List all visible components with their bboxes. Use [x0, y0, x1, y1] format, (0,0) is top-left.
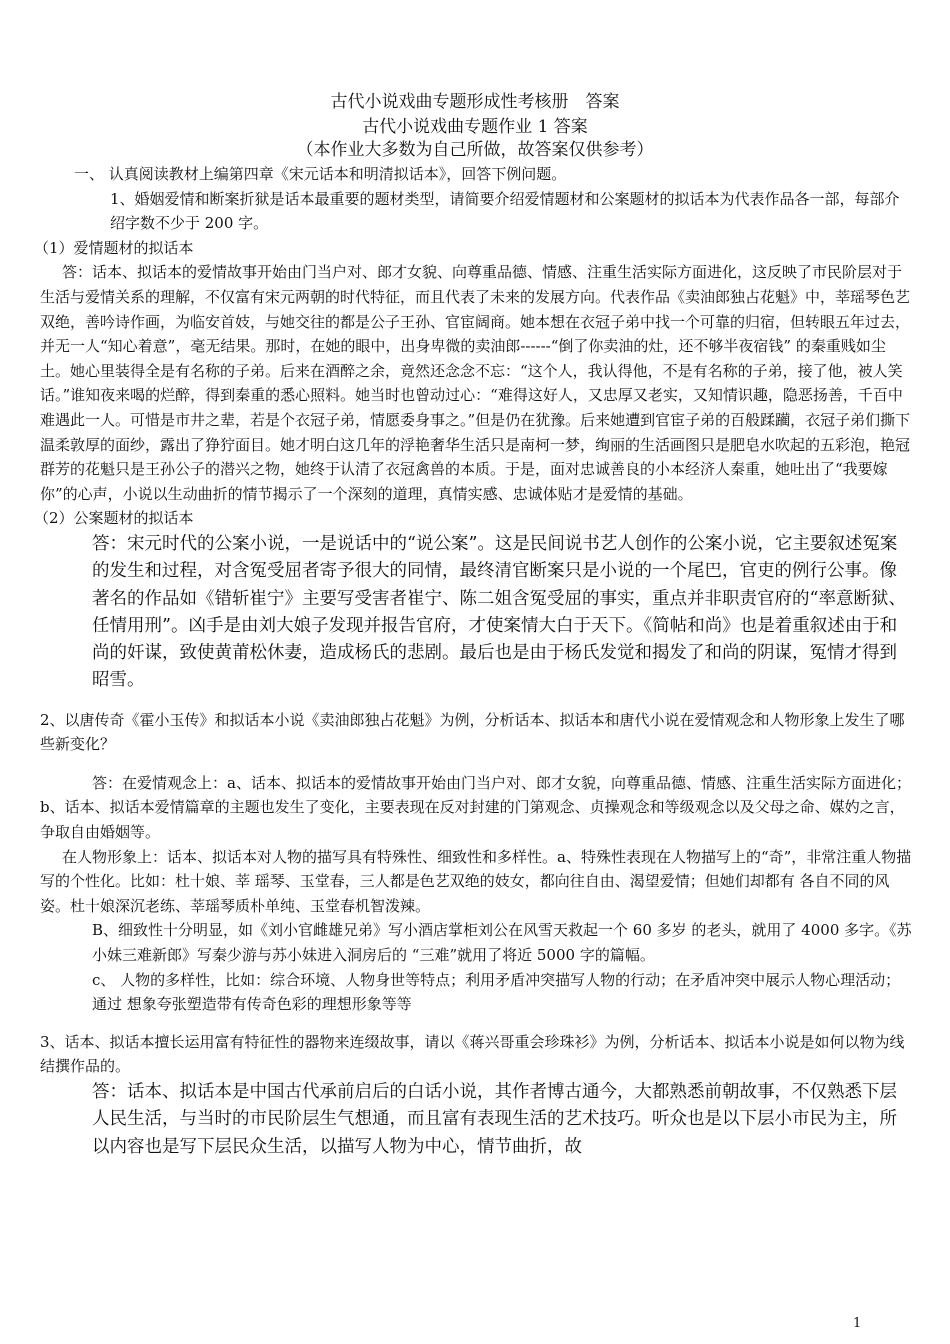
- q2-answer-a: 答：在爱情观念上：a、话本、拟话本的爱情故事开始由门当户对、郎才女貌，向尊重品德、情感、注重生活实际方面进化；: [92, 773, 911, 792]
- case-heading: （2）公案题材的拟话本: [34, 509, 194, 528]
- q2-answer-b: b、话本、拟话本爱情篇章的主题也发生了变化，主要表现在反对封建的门第观念、贞操观念和等级观念以及父母之命、媒妁之言，争取自由婚姻等。: [40, 798, 905, 842]
- section-intro: 一、 认真阅读教材上编第四章《宋元话本和明清拟话本》，回答下例问题。: [74, 165, 567, 183]
- love-heading: （1）爱情题材的拟话本: [34, 238, 194, 257]
- q2-answer-d: B、细致性十分明显，如《刘小官雌雄兄弟》写小酒店掌柜刘公在风雪天救起一个 60 多岁 的老头，就用了 4000 多字。《苏小妹三难新郎》写秦少游与苏小妹进入洞房后的 “三难”就用了将近 5000 字的篇幅。: [92, 921, 912, 965]
- page-number: 1: [853, 1316, 862, 1331]
- document-note: （本作业大多数为自己所做，故答案仅供参考）: [296, 140, 654, 160]
- document-body: [34, 162, 912, 1161]
- question-3: 3、话本、拟话本擅长运用富有特征性的器物来连缀故事，请以《蒋兴哥重会珍珠衫》为例，分析话本、拟话本小说是如何以物为线结撰作品的。: [40, 1032, 905, 1076]
- q2-answer-e: c、 人物的多样性，比如：综合环境、人物身世等特点；利用矛盾冲突描写人物的行动；在矛盾冲突中展示人物心理活动；通过 想象夸张塑造带有传奇色彩的理想形象等等: [92, 970, 901, 1014]
- q2-answer-c: 在人物形象上：话本、拟话本对人物的描写具有特殊性、细致性和多样性。a、特殊性表现在人物描写上的“奇”，非常注重人物描写的个性化。比如：杜十娘、莘 瑶琴、玉堂春，三人都是色艺双绝的妓女，都向往自由、渴望爱情；但她们却都有 各自不同的风姿。杜十娘深沉老练、莘瑶琴质朴单纯、玉堂春机智泼辣。: [40, 847, 912, 915]
- document-subtitle: 古代小说戏曲专题作业 1 答案: [362, 117, 588, 137]
- q3-answer: 答：话本、拟话本是中国古代承前启后的白话小说，其作者博古通今，大都熟悉前朝故事，不仅熟悉下层人民生活，与当时的市民阶层生气想通，而且富有表现生活的艺术技巧。听众也是以下层小市民为主，所以内容也是写下层民众生活，以描写人物为中心，情节曲折，故: [92, 1082, 897, 1157]
- question-1: 1、婚姻爱情和断案折狱是话本最重要的题材类型，请简要介绍爱情题材和公案题材的拟话本为代表作品各一部，每部介绍字数不少于 200 字。: [110, 189, 900, 233]
- case-answer: 答：宋元时代的公案小说，一是说话中的“说公案”。这是民间说书艺人创作的公案小说，它主要叙述冤案的发生和过程，对含冤受屈者寄予很大的同情，最终清官断案只是小说的一个尾巴，官吏的例行公事。像著名的作品如《错斩崔宁》主要写受害者崔宁、陈二姐含冤受屈的事实，重点并非职责官府的“率意断狱、任情用刑”。凶手是由刘大娘子发现并报告官府，才使案情大白于天下。《简帖和尚》也是着重叙述由于和尚的奸谋，致使黄莆松休妻，造成杨氏的悲剧。最后也是由于杨氏发觉和揭发了和尚的阴谋，冤情才得到昭雪。: [92, 533, 906, 691]
- question-2: 2、以唐传奇《霍小玉传》和拟话本小说《卖油郎独占花魁》为例，分析话本、拟话本和唐代小说在爱情观念和人物形象上发生了哪些新变化？: [40, 710, 905, 754]
- love-answer: 答：话本、拟话本的爱情故事开始由门当户对、郎才女貌、向尊重品德、情感、注重生活实际方面进化，这反映了市民阶层对于生活与爱情关系的理解，不仅富有宋元两朝的时代特征，而且代表了未来的发展方向。代表作品《卖油郎独占花魁》中，莘瑶琴色艺双绝，善吟诗作画，为临安首妓，与她交往的都是公子王孙、官宦阔商。她本想在衣冠子弟中找一个可靠的归宿，但转眼五年过去，并无一人“知心着意”，毫无结果。那时，在她的眼中，出身卑微的卖油郎------“倒了你卖油的灶，还不够半夜宿钱” 的秦重贱如尘土。她心里装得全是有名称的子弟。后来在酒醉之余，竟然还念念不忘：“这个人，我认得他，不是有名称的子弟，接了他，被人笑话。”谁知夜来喝的烂醉，得到秦重的悉心照料。她当时也曾动过心：“难得这好人，又忠厚又老实，又知情识趣，隐恶扬善，千百中难遇此一人。可惜是市井之辈，若是个衣冠子弟，情愿委身事之。”但是仍在犹豫。后来她遭到官宦子弟的百般蹂躏，衣冠子弟们撕下温柔敦厚的面纱，露出了狰狞面目。她才明白这几年的浮艳奢华生活只是南柯一梦，绚丽的生活画图只是肥皂水吹起的五彩泡，艳冠群芳的花魁只是王孙公子的潜兴之物，她终于认清了衣冠禽兽的本质。于是，面对忠诚善良的小本经济人秦重，她吐出了“我要嫁你”的心声，小说以生动曲折的情节揭示了一个深刻的道理，真情实感、忠诚体贴才是爱情的基础。: [40, 263, 911, 503]
- document-title: 古代小说戏曲专题形成性考核册 答案: [330, 92, 620, 112]
